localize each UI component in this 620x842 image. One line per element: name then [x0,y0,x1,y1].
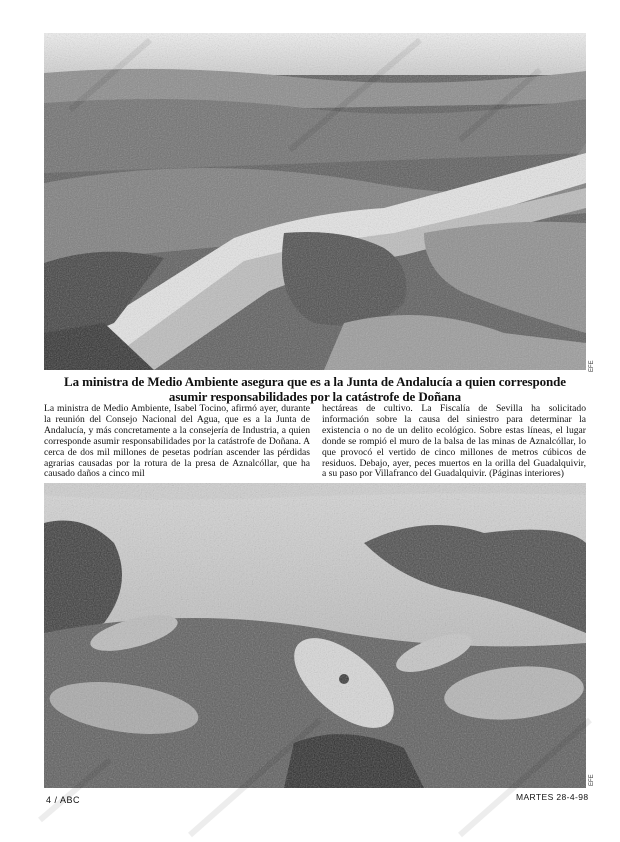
body-text-right-column: hectáreas de cultivo. La Fiscalía de Sevilla ha solicitado información sobre la causa del siniestro para determinar la existencia o no de un delito ecológico. Sobre estas líneas, el lugar donde se rompió el muro de la balsa de las minas de Aznalcóllar, lo que provocó el vertido de cinco millones de metros cúbicos de residuos. Debajo, ayer, peces muertos en la orilla del Guadalquivir, a su paso por Villafranco del Guadalquivir. (Páginas interiores) [322,404,586,480]
dam-breach-photo-image [44,33,586,370]
bottom-photo-credit: EFE [589,774,595,786]
dam-breach-photo [44,33,586,370]
top-photo-credit: EFE [589,360,595,372]
page-folio: 4 / ABC [46,795,81,805]
dead-fish-photo-image [44,483,586,788]
headline: La ministra de Medio Ambiente asegura que es a la Junta de Andalucía a quien corresponde asumir responsabilidades por la catástrofe de Doñana [64,374,566,404]
body-text-left-column: La ministra de Medio Ambiente, Isabel Tocino, afirmó ayer, durante la reunión del Consejo Nacional del Agua, que es a la Junta de Andalucía, y más concretamente a la consejería de Industria, a quien corresponde asumir responsabilidades por la catástrofe de Doñana. A cerca de dos mil millones de pesetas podrían ascender las pérdidas agrarias causadas por la rotura de la presa de Aznalcóllar, que ha causado daños a cinco mil [44,404,310,480]
dead-fish-photo [44,483,586,788]
issue-date: MARTES 28-4-98 [516,792,589,802]
